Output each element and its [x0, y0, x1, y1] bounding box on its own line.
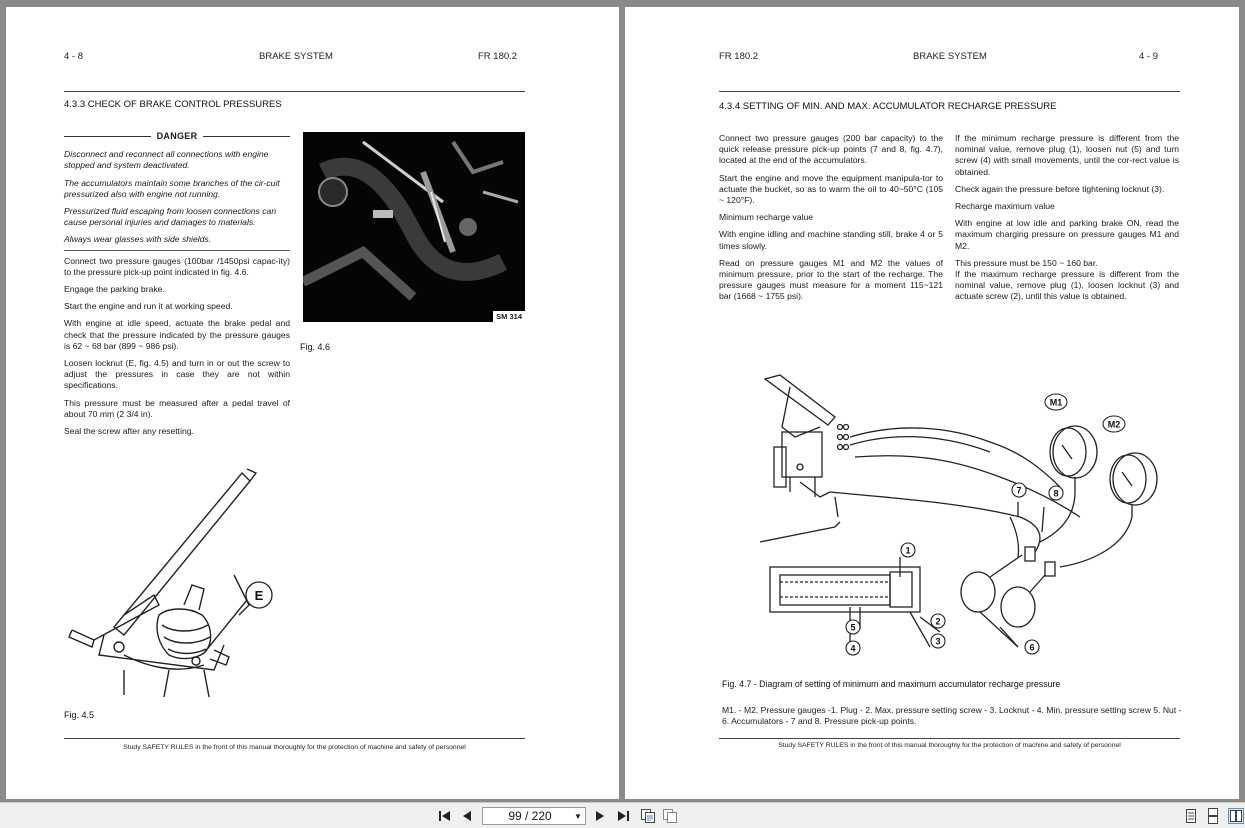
- header-model: FR 180.2: [478, 51, 518, 62]
- right-text-column-2: [955, 133, 1179, 309]
- chevron-down-icon[interactable]: ▼: [574, 811, 582, 821]
- label-m2: M2: [1107, 419, 1121, 430]
- footer-rule: [719, 738, 1180, 739]
- danger-paragraph: Disconnect and reconnect all connections with engine stopped and system deactivated.: [64, 149, 269, 171]
- body-paragraph: Start the engine and run it at working speed.: [64, 301, 233, 312]
- left-text-column: [64, 131, 290, 443]
- photo-label: SM 314: [493, 311, 525, 322]
- header-page-number: 4 - 9: [1139, 51, 1159, 62]
- danger-paragraph: Pressurized fluid escaping from loosen connections can cause personal injuries and damages to materials.: [64, 206, 277, 228]
- footer-note: Study SAFETY RULES in the front of this manual thoroughly for the protection of machine and safety of personnel: [123, 744, 466, 751]
- first-page-icon[interactable]: [437, 808, 453, 824]
- body-paragraph: Loosen locknut (E, fig. 4.5) and turn in or out the screw to adjust the pressures in case they are not within specifications.: [64, 358, 290, 391]
- header-rule: [719, 91, 1180, 92]
- viewer-toolbar: [0, 802, 1245, 828]
- body-paragraph: Start the engine and move the equipment manipula-tor to actuate the bucket, so as to warm the oil to 40~50°C (105 ~ 120°F).: [719, 172, 943, 206]
- header-title: BRAKE SYSTEM: [259, 51, 333, 62]
- copy-icon[interactable]: [640, 808, 656, 824]
- label-6: 6: [1029, 642, 1035, 653]
- right-text-column-1: [719, 133, 943, 309]
- figure-legend: M1. - M2. Pressure gauges -1. Plug - 2. Max. pressure setting screw - 3. Locknut - 4. Min. pressure setting screw 5. Nut - 6. Accumulators - 7 and 8. Pressure pick-up points.: [722, 705, 1182, 727]
- body-paragraph: This pressure must be 150 ~ 160 bar.: [955, 257, 1098, 268]
- body-paragraph: Engage the parking brake.: [64, 284, 165, 295]
- callout-e: E: [254, 588, 264, 603]
- photo-illustration: [303, 132, 525, 322]
- danger-title: DANGER: [156, 131, 198, 141]
- next-page-icon[interactable]: [593, 808, 607, 824]
- page-number-value: 99 / 220: [508, 809, 552, 823]
- continuous-view-icon[interactable]: [1206, 808, 1220, 824]
- label-7: 7: [1016, 485, 1022, 496]
- section-title: 4.3.3 CHECK OF BRAKE CONTROL PRESSURES: [64, 99, 282, 110]
- danger-separator: [64, 250, 290, 251]
- danger-paragraph: The accumulators maintain some branches of the cir-cuit pressurized also with engine not running.: [64, 177, 280, 199]
- label-m1: M1: [1049, 397, 1063, 408]
- body-paragraph: Check again the pressure before tightening locknut (3).: [955, 183, 1165, 194]
- last-page-icon[interactable]: [615, 808, 631, 824]
- body-paragraph: With engine at idle speed, actuate the brake pedal and check that the pressure indicated by the pressure gauges is 62 ~ 68 bar (899 ~ 986 psi).: [64, 318, 290, 351]
- label-5: 5: [850, 622, 856, 633]
- body-paragraph: Connect two pressure gauges (200 bar capacity) to the quick release pressure pick-up points (7 and 8, fig. 4.7), located at the end of the accumulators.: [719, 133, 943, 166]
- body-paragraph: Seal the screw after any resetting.: [64, 426, 194, 437]
- header-title: BRAKE SYSTEM: [913, 51, 987, 62]
- body-paragraph: If the minimum recharge pressure is different from the nominal value, remove plug (1), loosen nut (5) and turn screw (4) with small movements, until the cor-rect value is obtained.: [955, 133, 1179, 177]
- body-paragraph: With engine idling and machine standing still, brake 4 or 5 times slowly.: [719, 229, 943, 251]
- body-paragraph: This pressure must be measured after a pedal travel of about 70 mm (2 3/4 in).: [64, 397, 290, 419]
- danger-heading: [64, 131, 290, 142]
- single-page-view-icon[interactable]: [1184, 808, 1198, 824]
- page-number-select[interactable]: [482, 807, 586, 825]
- label-1: 1: [905, 545, 911, 556]
- footer-rule: [64, 738, 525, 739]
- header-rule: [64, 91, 525, 92]
- body-paragraph: Connect two pressure gauges (100bar /1450psi capac-ity) to the pressure pick-up point indicated in fig. 4.6.: [64, 255, 290, 277]
- label-8: 8: [1053, 488, 1059, 499]
- previous-page-icon[interactable]: [460, 808, 474, 824]
- header-page-number: 4 - 8: [64, 51, 84, 62]
- brake-valve-photo: [303, 132, 525, 322]
- copy-alt-icon[interactable]: [662, 808, 678, 824]
- body-paragraph: If the maximum recharge pressure is different from the nominal value, remove plug (1), loosen locknut (3) and actuate screw (2), until this value is obtained.: [955, 269, 1179, 302]
- two-page-view-icon[interactable]: [1228, 808, 1244, 824]
- label-3: 3: [935, 636, 941, 647]
- left-page: [6, 7, 619, 799]
- figure-caption-4-6: Fig. 4.6: [300, 342, 331, 352]
- body-paragraph: Read on pressure gauges M1 and M2 the values of minimum pressure, prior to the start of the recharge. The pressure gauges must measure for a moment 115~121 bar (1668 ~ 1755 psi).: [719, 257, 943, 302]
- brake-pedal-drawing: [64, 465, 294, 700]
- label-2: 2: [935, 616, 941, 627]
- section-title: 4.3.4 SETTING OF MIN. AND MAX. ACCUMULATOR RECHARGE PRESSURE: [719, 101, 1057, 112]
- body-paragraph: With engine at low idle and parking brake ON, read the maximum charging pressure on pressure gauges M1 and M2.: [955, 218, 1179, 251]
- right-page: [625, 7, 1239, 799]
- figure-caption-4-7: Fig. 4.7 - Diagram of setting of minimum and maximum accumulator recharge pressure: [722, 679, 1061, 689]
- figure-caption-4-5: Fig. 4.5: [64, 710, 95, 720]
- footer-note: Study SAFETY RULES in the front of this manual thoroughly for the protection of machine and safety of personnel: [778, 742, 1121, 749]
- accumulator-diagram: [760, 367, 1190, 667]
- subheading: Recharge maximum value: [955, 201, 1055, 212]
- subheading: Minimum recharge value: [719, 212, 814, 223]
- danger-paragraph: Always wear glasses with side shields.: [64, 234, 212, 245]
- label-4: 4: [850, 643, 856, 654]
- header-model: FR 180.2: [719, 51, 759, 62]
